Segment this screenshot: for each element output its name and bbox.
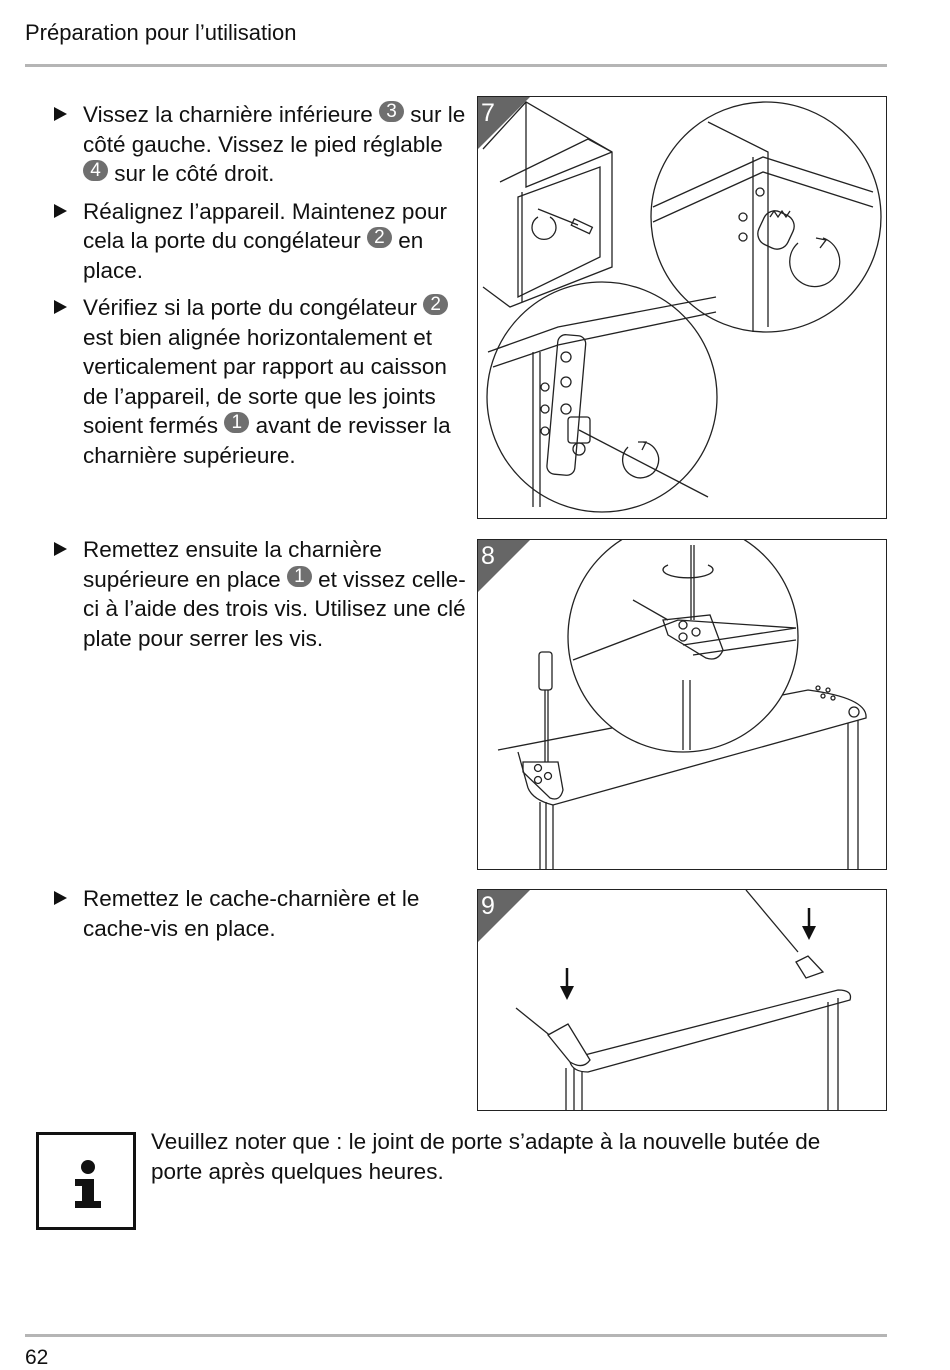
step-8-instructions	[52, 535, 472, 661]
reference-number-badge: 4	[83, 160, 108, 181]
page-number: 62	[25, 1346, 49, 1369]
reference-number-badge: 3	[379, 101, 404, 122]
info-icon	[39, 1135, 133, 1227]
instruction-text: Vérifiez si la porte du congélateur	[83, 295, 424, 320]
reference-number-badge: 2	[367, 227, 392, 248]
bullet-triangle-icon	[54, 542, 67, 556]
info-box	[36, 1132, 136, 1230]
page-header: Préparation pour l’utilisation	[25, 20, 297, 45]
instruction-text: sur le côté droit.	[108, 161, 275, 186]
figure-9	[477, 889, 887, 1111]
reference-number-badge: 1	[287, 566, 312, 587]
instruction-text: en place.	[83, 228, 424, 283]
instruction-text: est bien alignée horizontalement et verticalement par rapport au caisson de l’appareil, de sorte que les joints soient fermés	[83, 324, 447, 438]
step-9-instructions	[52, 884, 472, 951]
note-text: Veuillez noter que : le joint de porte s’adapte à la nouvelle butée de porte après quelques heures.	[151, 1129, 821, 1184]
bullet-triangle-icon	[54, 300, 67, 314]
instruction-text: sur le côté gauche. Vissez le pied réglable	[83, 102, 466, 157]
figure-number: 9	[481, 892, 495, 920]
figure-7	[477, 96, 887, 519]
instruction-bullet	[52, 197, 472, 286]
hinge-cover-illustration	[478, 890, 887, 1111]
figure-number: 7	[481, 99, 495, 127]
instruction-text: avant de revisser la charnière supérieure.	[83, 413, 451, 468]
bullet-triangle-icon	[54, 107, 67, 121]
instruction-bullet	[52, 293, 472, 470]
figure-number: 8	[481, 542, 495, 570]
bullet-triangle-icon	[54, 204, 67, 218]
upper-hinge-illustration	[478, 540, 887, 870]
reference-number-badge: 1	[224, 412, 249, 433]
step-7-instructions	[52, 100, 472, 478]
figure-8	[477, 539, 887, 870]
instruction-text: Réalignez l’appareil. Maintenez pour cela la porte du congélateur	[83, 198, 447, 253]
header-rule	[25, 64, 887, 67]
reference-number-badge: 2	[423, 294, 448, 315]
instruction-bullet	[52, 884, 472, 943]
footer-rule	[25, 1334, 887, 1337]
instruction-bullet	[52, 535, 472, 653]
instruction-bullet	[52, 100, 472, 189]
instruction-text: et vissez celle-ci à l’aide des trois vis. Utilisez une clé plate pour serrer les vis.	[83, 566, 466, 651]
instruction-text: Remettez le cache-charnière et le cache-vis en place.	[83, 886, 420, 941]
instruction-text: Remettez ensuite la charnière supérieure en place	[83, 537, 382, 592]
bullet-triangle-icon	[54, 891, 67, 905]
instruction-text: Vissez la charnière inférieure	[83, 102, 379, 127]
hinge-and-foot-illustration	[478, 97, 887, 519]
